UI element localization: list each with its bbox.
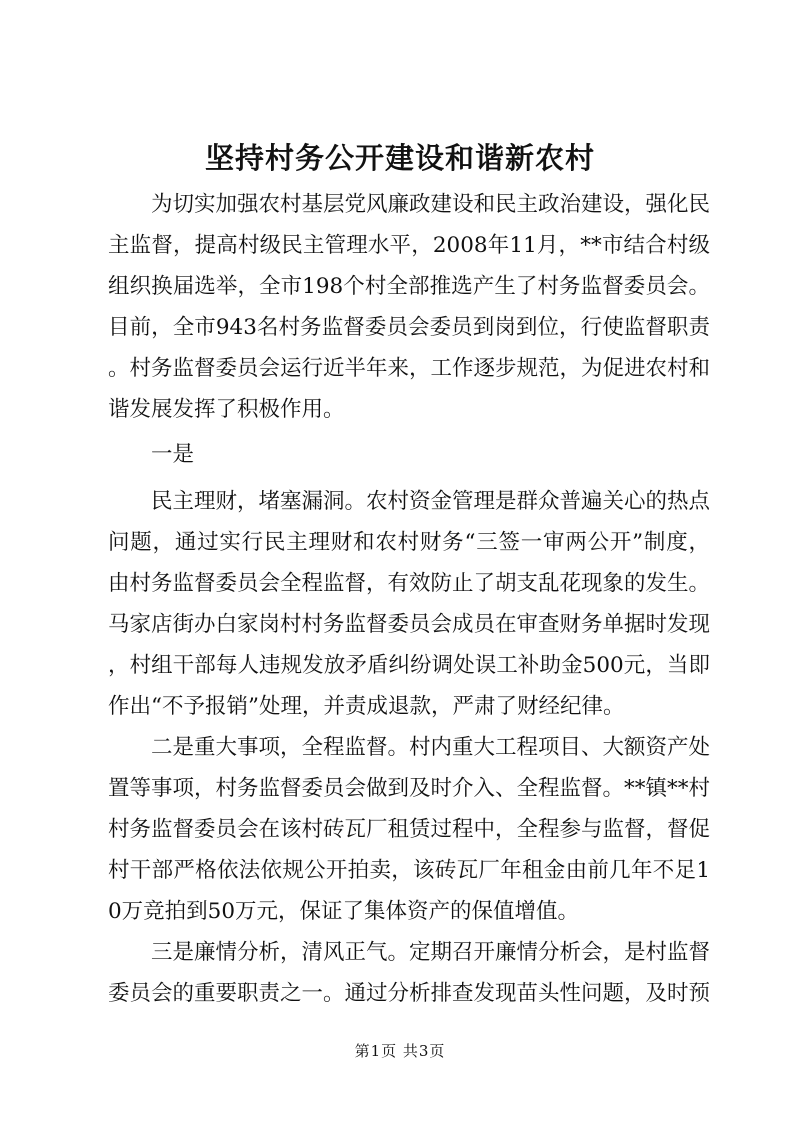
paragraph-first-point-heading: 一是 bbox=[151, 442, 195, 467]
paragraph-intro: 为切实加强农村基层党风廉政建设和民主政治建设，强化民主监督，提高村级民主管理水平，2008年11月，**市结合村级组织换届选举，全市198个村全部推选产生了村务监督委员会。目前，全市943名村务监督委员会委员到岗到位，行使监督职责。村务监督委员会运行近半年来，工作逐步规范，为促进农村和谐发展发挥了积极作用。 bbox=[108, 192, 711, 422]
document-body bbox=[108, 184, 710, 1014]
paragraph-major-matters: 二是重大事项，全程监督。村内重大工程项目、大额资产处置等事项，村务监督委员会做到及时介入、全程监督。**镇**村村务监督委员会在该村砖瓦厂租赁过程中，全程参与监督，督促村干部严格依法依规公开拍卖，该砖瓦厂年租金由前几年不足10万竞拍到50万元，保证了集体资产的保值增值。 bbox=[108, 735, 711, 924]
paragraph-financial-supervision: 民主理财，堵塞漏洞。农村资金管理是群众普遍关心的热点问题，通过实行民主理财和农村财务“三签一审两公开”制度，由村务监督委员会全程监督，有效防止了胡支乱花现象的发生。马家店街办白家岗村村务监督委员会成员在审查财务单据时发现，村组干部每人违规发放矛盾纠纷调处误工补助金500元，当即作出“不予报销”处理，并责成退款，严肃了财经纪律。 bbox=[108, 489, 711, 719]
paragraph-integrity-analysis: 三是廉情分析，清风正气。定期召开廉情分析会，是村监督委员会的重要职责之一。通过分析排查发现苗头性问题，及时预 bbox=[108, 940, 711, 1006]
document-title: 坚持村务公开建设和谐新农村 bbox=[204, 141, 595, 175]
page-footer: 第1页 共3页 bbox=[354, 1042, 446, 1060]
